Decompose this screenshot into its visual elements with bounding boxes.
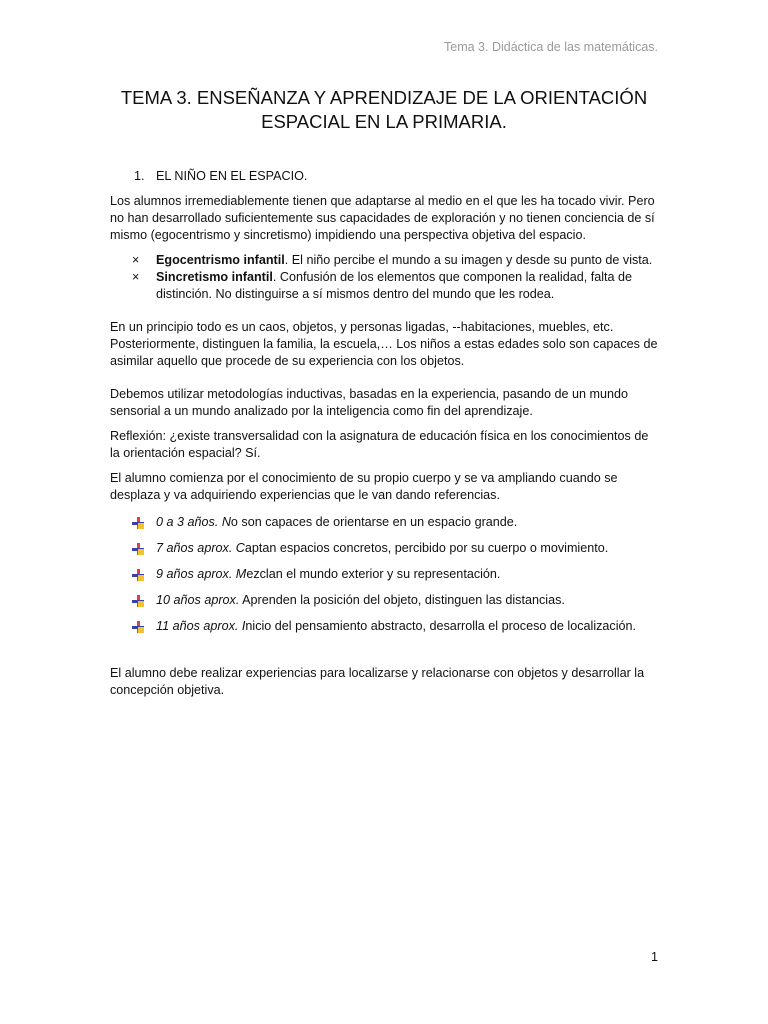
page-number: 1 [650,950,658,964]
age-label: 0 a 3 años. N [156,515,231,529]
colored-plus-bullet-icon [132,569,144,581]
colored-plus-bullet-icon [132,595,144,607]
concept-term: Sincretismo infantil [156,270,273,284]
section-number: 1. [134,169,145,183]
age-description: nicio del pensamiento abstracto, desarrolla el proceso de localización. [245,619,637,633]
age-label: 9 años aprox. M [156,567,247,581]
list-item [110,566,658,583]
cross-bullet-icon: × [132,270,140,284]
section-heading [134,168,658,185]
list-item [110,540,658,557]
list-item [110,592,658,609]
colored-plus-bullet-icon [132,621,144,633]
cross-bullet-icon: × [132,253,140,267]
concept-term: Egocentrismo infantil [156,253,285,267]
running-header: Tema 3. Didáctica de las matemáticas. [444,40,658,54]
age-description: ezclan el mundo exterior y su representación. [246,567,501,581]
list-item [110,252,658,269]
colored-plus-bullet-icon [132,517,144,529]
concept-list [110,252,658,303]
age-description: Aprenden la posición del objeto, distinguen las distancias. [239,593,565,607]
age-description: aptan espacios concretos, percibido por su cuerpo o movimiento. [244,541,609,555]
paragraph-body-knowledge: El alumno comienza por el conocimiento de su propio cuerpo y se va ampliando cuando se desplaza y va adquiriendo experiencias que le van dando referencias. [110,471,618,502]
paragraph-chaos: En un principio todo es un caos, objetos, y personas ligadas, --habitaciones, muebles, etc. Posteriormente, distinguen la familia, la escuela,… Los niños a estas edades solo son capaces de asimilar aquello que procede de su experiencia con los objetos. [110,320,658,368]
paragraph-methodology: Debemos utilizar metodologías inductivas, basadas en la experiencia, pasando de un mundo sensorial a un mundo analizado por la inteligencia como fin del aprendizaje. [110,387,629,418]
section-title: EL NIÑO EN EL ESPACIO. [156,169,308,183]
age-label: 7 años aprox. C [156,541,245,555]
paragraph-conclusion: El alumno debe realizar experiencias para localizarse y relacionarse con objetos y desarrollar la concepción objetiva. [110,666,645,697]
list-item [110,269,658,303]
list-item [110,514,658,531]
page-title: TEMA 3. ENSEÑANZA Y APRENDIZAJE DE LA ORIENTACIÓN ESPACIAL EN LA PRIMARIA. [120,87,648,132]
paragraph-reflection: Reflexión: ¿existe transversalidad con la asignatura de educación física en los conocimientos de la orientación espacial? Sí. [110,429,649,460]
concept-description: . El niño percibe el mundo a su imagen y desde su punto de vista. [284,253,653,267]
document-body [110,168,658,707]
age-stage-list [110,514,658,635]
paragraph-intro: Los alumnos irremediablemente tienen que adaptarse al medio en el que les ha tocado vivir. Pero no han desarrollado suficientemente sus capacidades de exploración y no tienen conciencia de sí mismo (egocentrismo y sincretismo) impidiendo una perspectiva objetiva del espacio. [110,194,655,242]
age-label: 11 años aprox. I [156,619,246,633]
concept-description: . Confusión de los elementos que componen la realidad, falta de distinción. No distinguirse a sí mismos dentro del mundo que les rodea. [156,270,633,301]
colored-plus-bullet-icon [132,543,144,555]
age-description: o son capaces de orientarse en un espacio grande. [230,515,518,529]
age-label: 10 años aprox. [156,593,240,607]
list-item [110,618,658,635]
